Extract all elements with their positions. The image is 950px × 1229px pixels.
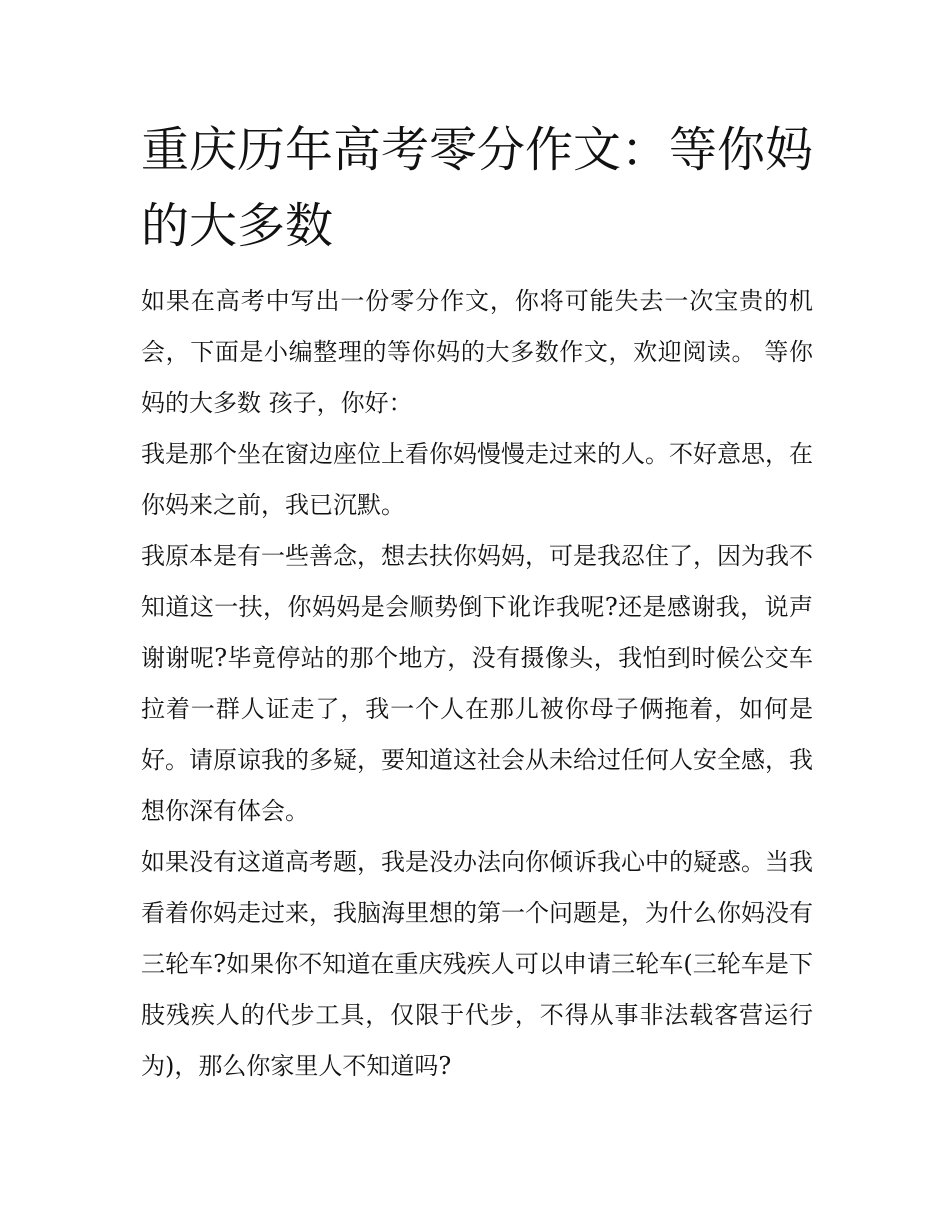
paragraph-hesitation: 我原本是有一些善念，想去扶你妈妈，可是我忍住了，因为我不知道这一扶，你妈妈是会顺势倒下讹诈我呢?还是感谢我，说声谢谢呢?毕竟停站的那个地方，没有摄像头，我怕到时候公交车拉着一群人证走了，我一个人在那儿被你母子俩拖着，如何是好。请原谅我的多疑，要知道这社会从未给过任何人安全感，我想你深有体会。 [141,542,813,825]
paragraph-tricycle: 如果没有这道高考题，我是没办法向你倾诉我心中的疑惑。当我看着你妈走过来，我脑海里想的第一个问题是，为什么你妈没有三轮车?如果你不知道在重庆残疾人可以申请三轮车(三轮车是下肢残疾人的代步工具，仅限于代步，不得从事非法载客营运行为)，那么你家里人不知道吗? [141,848,813,1080]
document-body [141,276,813,1092]
document-title: 重庆历年高考零分作文：等你妈的大多数 [141,122,814,254]
paragraph-window-seat: 我是那个坐在窗边座位上看你妈慢慢走过来的人。不好意思，在你妈来之前，我已沉默。 [141,440,813,519]
paragraph-intro: 如果在高考中写出一份零分作文，你将可能失去一次宝贵的机会，下面是小编整理的等你妈的大多数作文，欢迎阅读。 等你妈的大多数 孩子，你好： [141,287,813,417]
document-page [141,112,813,1092]
